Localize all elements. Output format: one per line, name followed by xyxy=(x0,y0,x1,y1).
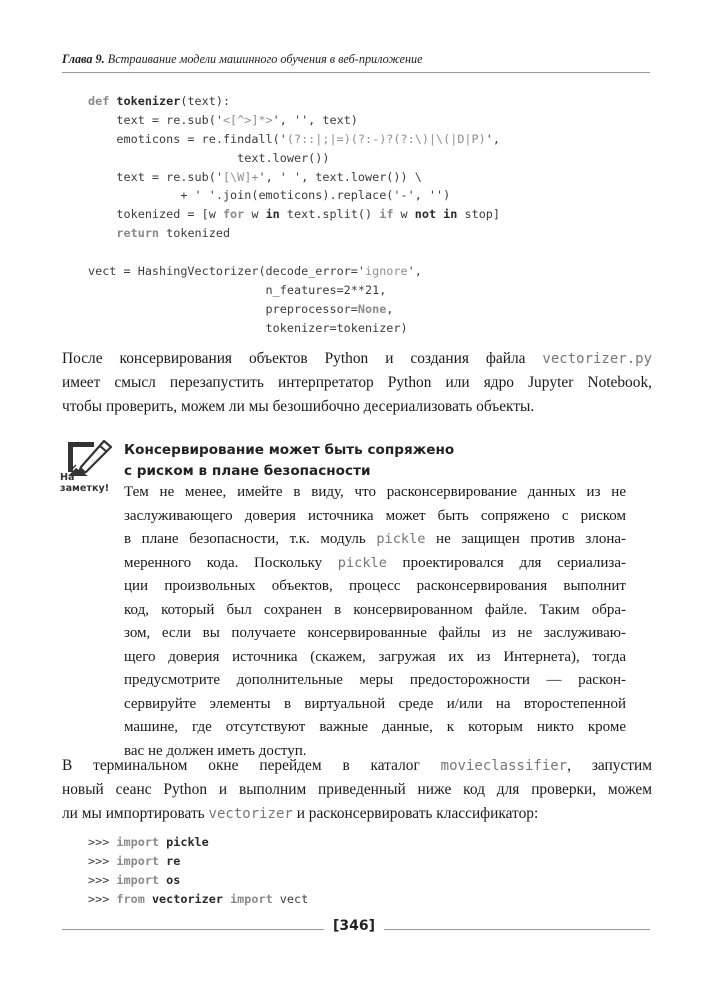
note-line: заслуживающего доверия источника может быть сопряжено с риском xyxy=(124,507,626,524)
code-line: vect = HashingVectorizer(decode_error='ignore', xyxy=(88,264,422,279)
note-line: машине, где отсутствуют важные данные, к которым никто кроме xyxy=(124,719,626,735)
inline-code: pickle xyxy=(376,531,426,547)
note-line: щего доверия источника (скажем, загружая их из Интернета), тогда xyxy=(124,648,626,665)
code-line: >>> from vectorizer import vect xyxy=(88,891,309,906)
note-line: предусмотрите дополнительные меры предосторожности — раскон- xyxy=(124,672,626,688)
note-line: сервируйте элементы в виртуальной среде и/или на второстепенной xyxy=(124,695,626,712)
paragraph-line: новый сеанс Python и выполним приведенный ниже код для проверки, можем xyxy=(62,781,652,799)
code-line: preprocessor=None, xyxy=(88,301,394,316)
code-line: tokenized = [w for w in text.split() if w not in stop] xyxy=(88,207,501,222)
code-block-imports xyxy=(88,833,308,909)
note-line: в плане безопасности, т.к. модуль pickle не защищен против злона- xyxy=(124,531,627,547)
code-line: return tokenized xyxy=(116,226,231,241)
paragraph-line: имеет смысл перезапустить интерпретатор Python или ядро Jupyter Notebook, xyxy=(62,374,652,392)
code-line: def tokenizer(text): xyxy=(88,94,231,108)
note-body xyxy=(124,481,626,763)
footer-divider-left xyxy=(62,929,324,930)
header-divider xyxy=(62,72,650,73)
note-line: Тем не менее, имейте в виду, что расконсервирование данных из не xyxy=(124,484,626,500)
paragraph-after-pickling xyxy=(62,347,652,418)
code-line: tokenizer=tokenizer) xyxy=(88,320,408,335)
code-line: >>> import re xyxy=(88,853,181,868)
code-line xyxy=(88,243,500,262)
note-line: меренного кода. Поскольку pickle проектировался для сериализа- xyxy=(124,554,627,571)
inline-code: pickle xyxy=(337,554,387,571)
note-line: код, который был сохранен в консервированном файле. Таким обра- xyxy=(124,601,626,618)
code-line: text = re.sub('[\W]+', ' ', text.lower()) \ xyxy=(88,169,422,184)
paragraph-line: В терминальном окне перейдем в каталог movieclassifier, запустим xyxy=(62,757,652,774)
page-number: [346] xyxy=(332,918,376,934)
inline-code: vectorizer.py xyxy=(542,351,652,367)
paragraph-terminal xyxy=(62,754,652,826)
paragraph-line: После консервирования объектов Python и создания файла vectorizer.py xyxy=(62,350,652,367)
code-line: text = re.sub('<[^>]*>', '', text) xyxy=(88,112,358,127)
paragraph-line: чтобы проверить, можем ли мы безошибочно десериализовать объекты. xyxy=(62,397,535,415)
running-header xyxy=(62,52,650,67)
code-line: emoticons = re.findall('(?::|;|=)(?:-)?(?:\)|\(|D|P)', xyxy=(88,131,500,146)
note-line: ции произвольных объектов, процесс расконсервирования выполнит xyxy=(124,578,626,594)
inline-code: vectorizer xyxy=(208,805,293,822)
chapter-label: Глава 9. xyxy=(62,52,105,66)
note-line: зом, если вы получаете консервированные файлы из не заслуживаю- xyxy=(124,625,626,641)
footer-divider-right xyxy=(384,929,650,930)
code-block-tokenizer xyxy=(88,92,500,338)
code-line: + ' '.join(emoticons).replace('-', '') xyxy=(88,188,451,203)
note-line: вас не должен иметь доступ. xyxy=(124,742,307,759)
note-title: Консервирование может быть сопряжено с риском в плане безопасности xyxy=(124,442,455,479)
code-line: text.lower()) xyxy=(88,150,330,165)
code-line: n_features=2**21, xyxy=(88,282,387,297)
note-label: На заметку! xyxy=(60,472,110,494)
code-line: >>> import os xyxy=(88,872,181,887)
paragraph-line: ли мы импортировать vectorizer и расконсервировать классификатор: xyxy=(62,804,539,822)
code-line: >>> import pickle xyxy=(88,835,209,849)
chapter-title: Встраивание модели машинного обучения в веб-приложение xyxy=(107,52,423,66)
inline-code: movieclassifier xyxy=(440,758,568,774)
